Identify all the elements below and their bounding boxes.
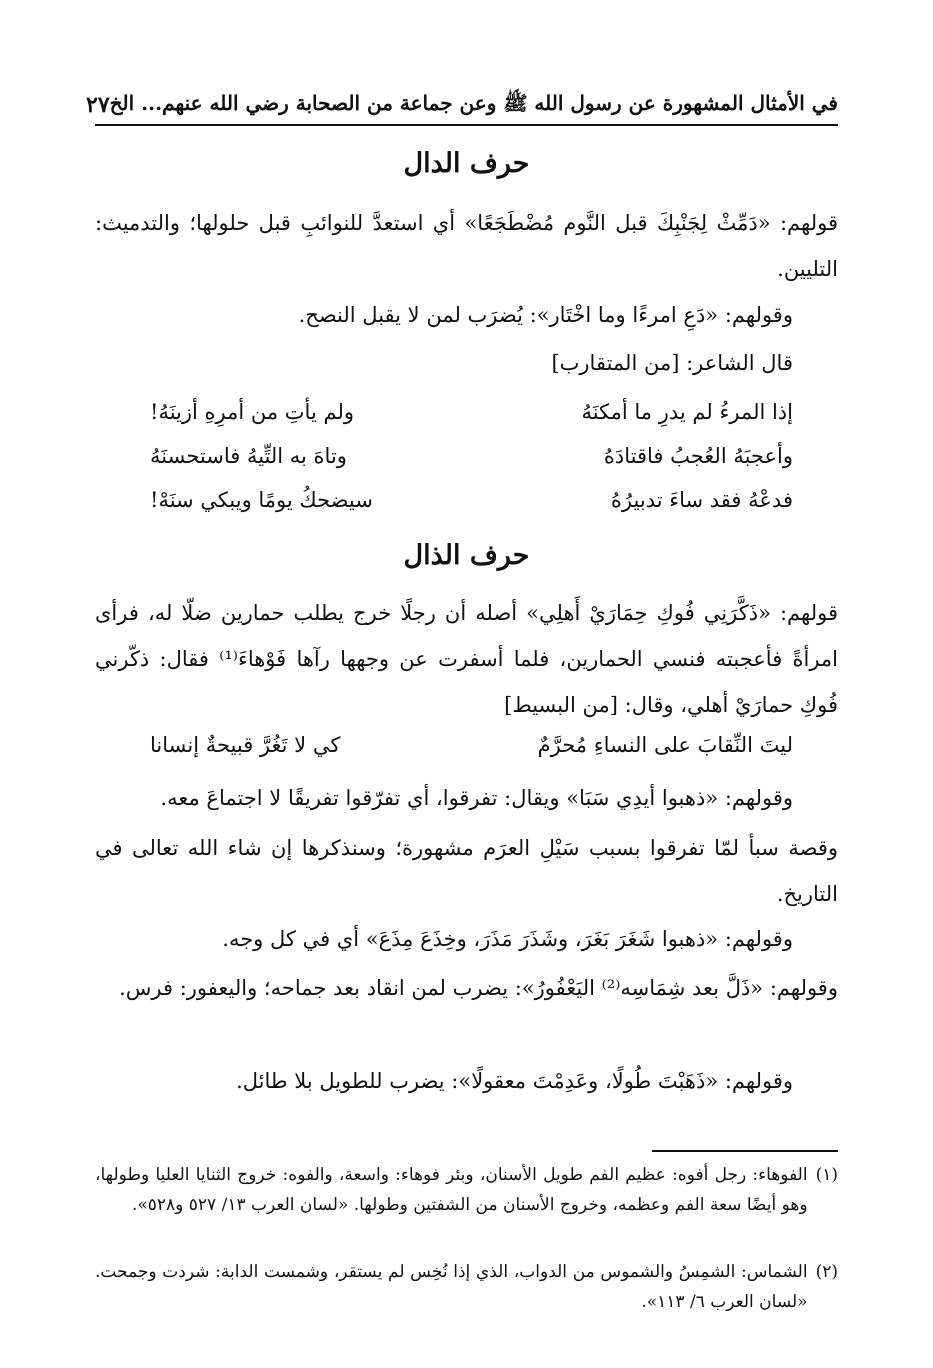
verse-first-hemistich: ليتَ النِّقابَ على النساءِ مُحرَّمٌ <box>537 733 793 757</box>
footnote-text: الشماس: الشمِسُ والشموس من الدواب، الذي إذا نُخِس لم يستقر، وشمست الدابة: شردت وجمحت. «لسان العرب ٦/ ١١٣». <box>95 1262 808 1312</box>
footnote-text: الفوهاء: رجل أفوه: عظيم الفم طويل الأسنان، وبئر فوهاء: واسعة، والفوه: خروج الثنايا العليا وطولها، وهو أيضًا سعة الفم وعظمه، وخروج الأسنان من الشفتين وطولها. «لسان العرب ١٣/ ٥٢٧ و٥٢٨». <box>95 1165 808 1215</box>
verse-second-hemistich: وتاهَ به التِّيهُ فاستحسنَهُ <box>150 444 347 468</box>
verse-line <box>150 436 793 476</box>
page-number: ٢٧ <box>86 92 110 118</box>
running-header <box>86 86 838 126</box>
paragraph-dammith: قولهم: «دَمِّثْ لِجَنْبِكَ قبل النَّوم مُضْطَجَعًا» أي استعدَّ للنوائبِ قبل حلولها؛ والتدميث: التليين. <box>95 211 838 281</box>
verse-second-hemistich: كي لا تَغُرَّ قبيحةٌ إنسانا <box>150 733 341 757</box>
footnote-separator <box>652 1150 838 1152</box>
running-title: في الأمثال المشهورة عن رسول الله ﷺ وعن جماعة من الصحابة رضي الله عنهم... الخ <box>109 90 838 115</box>
verse-line <box>150 725 793 765</box>
paragraph-dhakkarani: قولهم: «ذَكَّرَنِي فُوكِ حِمَارَيْ أَهلِي» أصله أن رجلًا خرج يطلب حمارين ضلّا له، فرأى امرأةً فأعجبته فنسي الحمارين، فلما أسفرت عن وجهها رآها فَوْهاءَ⁽¹⁾ فقال: ذكّرني فُوكِ حمارَيْ أهلي، وقال: [من البسيط] <box>95 601 839 717</box>
paragraph-shaghar: وقولهم: «ذهبوا شَغَرَ بَغَرَ، وشَذَرَ مَذَرَ، وخِذَعَ مِذَعَ» أي في كل وجه. <box>222 927 793 951</box>
footnote-number: (١) <box>815 1165 838 1185</box>
paragraph-aydi-saba: وقولهم: «ذهبوا أيدِي سَبَا» ويقال: تفرقوا، أي تفرّقوا تفريقًا لا اجتماعَ معه. <box>160 786 793 810</box>
poet-intro: قال الشاعر: [من المتقارب] <box>551 351 793 375</box>
section-heading-dhal: حرف الذال <box>403 540 530 571</box>
paragraph-dhahabta: وقولهم: «ذَهَبْتَ طُولًا، وعَدِمْتَ معقولًا»: يضرب للطويل بلا طائل. <box>236 1069 793 1093</box>
verse-line <box>150 480 793 520</box>
verse-line <box>150 392 793 432</box>
footnote <box>95 1257 838 1317</box>
verse-first-hemistich: وأعجبَهُ العُجبُ فاقتادَهُ <box>603 444 793 468</box>
verse-second-hemistich: سيضحكُ يومًا ويبكي سنَهْ! <box>150 488 373 512</box>
paragraph-da-imra: وقولهم: «دَعِ امرءًا وما اخْتَار»: يُضرَب لمن لا يقبل النصح. <box>298 303 793 327</box>
verse-first-hemistich: إذا المرءُ لم يدرِ ما أمكنَهُ <box>581 400 793 424</box>
section-heading-dal: حرف الدال <box>403 148 530 179</box>
paragraph-yafur: وقولهم: «ذَلَّ بعد شِمَاسِه⁽²⁾ اليَعْفُورُ»: يضرب لمن انقاد بعد جماحه؛ واليعفور: فرس. <box>119 976 838 1000</box>
verse-first-hemistich: فدعْهُ فقد ساءَ تدبيرُهُ <box>610 488 793 512</box>
verse-second-hemistich: ولم يأتِ من أمرِهِ أزينَهُ! <box>150 400 354 424</box>
paragraph-saba-story: وقصة سبأ لمّا تفرقوا بسبب سَيْلِ العرَم مشهورة؛ وسنذكرها إن شاء الله تعالى في التاريخ. <box>95 836 838 906</box>
footnote <box>95 1160 838 1220</box>
footnote-number: (٢) <box>815 1262 838 1282</box>
